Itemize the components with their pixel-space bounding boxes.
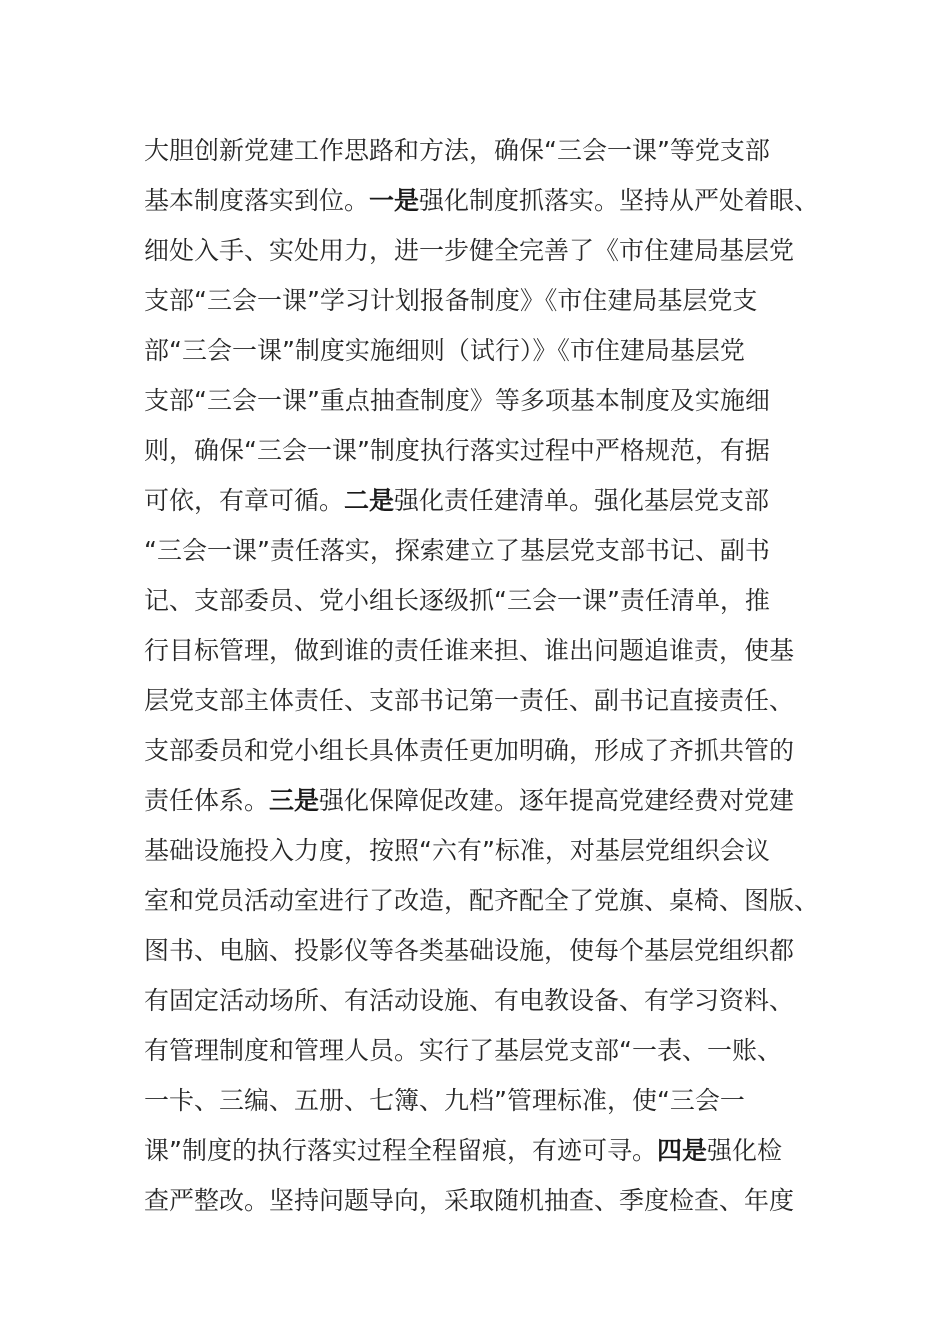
text-segment: 层党支部主体责任、支部书记第一责任、副书记直接责任、: [144, 686, 795, 715]
text-line: [144, 176, 824, 226]
text-line: [144, 976, 824, 1026]
text-line: [144, 276, 824, 326]
text-line: [144, 626, 824, 676]
text-segment: 则，确保“三会一课”制度执行落实过程中严格规范，有据: [144, 436, 770, 465]
text-line: [144, 726, 824, 776]
text-line: [144, 676, 824, 726]
text-line: [144, 776, 824, 826]
text-segment: 细处入手、实处用力，进一步健全完善了《市住建局基层党: [144, 236, 795, 265]
text-line: [144, 1026, 824, 1076]
text-segment: 室和党员活动室进行了改造，配齐配全了党旗、桌椅、图版、: [144, 886, 820, 915]
text-segment: “三会一课”责任落实，探索建立了基层党支部书记、副书: [144, 536, 770, 565]
text-segment: 支部“三会一课”学习计划报备制度》《市住建局基层党支: [144, 286, 758, 315]
text-segment: 查严整改。坚持问题导向，采取随机抽查、季度检查、年度: [144, 1186, 795, 1215]
emphasis-text: 四是: [656, 1136, 707, 1165]
text-line: [144, 1126, 824, 1176]
text-line: [144, 826, 824, 876]
text-line: [144, 226, 824, 276]
emphasis-text: 三是: [269, 786, 320, 815]
text-line: [144, 426, 824, 476]
text-segment: 课”制度的执行落实过程全程留痕，有迹可寻。: [144, 1136, 657, 1165]
text-segment: 记、支部委员、党小组长逐级抓“三会一课”责任清单，推: [144, 586, 770, 615]
text-segment: 强化检: [706, 1136, 782, 1165]
text-segment: 基础设施投入力度，按照“六有”标准，对基层党组织会议: [144, 836, 770, 865]
text-segment: 一卡、三编、五册、七簿、九档”管理标准，使“三会一: [144, 1086, 745, 1115]
text-segment: 支部“三会一课”重点抽查制度》等多项基本制度及实施细: [144, 386, 770, 415]
text-segment: 强化保障促改建。逐年提高党建经费对党建: [319, 786, 795, 815]
text-line: [144, 326, 824, 376]
text-segment: 强化制度抓落实。坚持从严处着眼、: [419, 186, 820, 215]
emphasis-text: 二是: [344, 486, 395, 515]
text-line: [144, 376, 824, 426]
text-segment: 责任体系。: [144, 786, 270, 815]
text-line: [144, 126, 824, 176]
text-line: [144, 476, 824, 526]
text-segment: 部“三会一课”制度实施细则（试行）》《市住建局基层党: [144, 336, 745, 365]
text-segment: 大胆创新党建工作思路和方法，确保“三会一课”等党支部: [144, 136, 770, 165]
text-segment: 有管理制度和管理人员。实行了基层党支部“一表、一账、: [144, 1036, 782, 1065]
text-line: [144, 1176, 824, 1226]
text-segment: 行目标管理，做到谁的责任谁来担、谁出问题追谁责，使基: [144, 636, 795, 665]
text-segment: 可依，有章可循。: [144, 486, 345, 515]
text-line: [144, 876, 824, 926]
emphasis-text: 一是: [369, 186, 420, 215]
text-line: [144, 1076, 824, 1126]
text-segment: 强化责任建清单。强化基层党支部: [394, 486, 770, 515]
text-segment: 有固定活动场所、有活动设施、有电教设备、有学习资料、: [144, 986, 795, 1015]
text-segment: 支部委员和党小组长具体责任更加明确，形成了齐抓共管的: [144, 736, 795, 765]
body-paragraph: [144, 126, 824, 1226]
text-line: [144, 526, 824, 576]
text-line: [144, 926, 824, 976]
text-line: [144, 576, 824, 626]
text-segment: 基本制度落实到位。: [144, 186, 370, 215]
text-segment: 图书、电脑、投影仪等各类基础设施，使每个基层党组织都: [144, 936, 795, 965]
